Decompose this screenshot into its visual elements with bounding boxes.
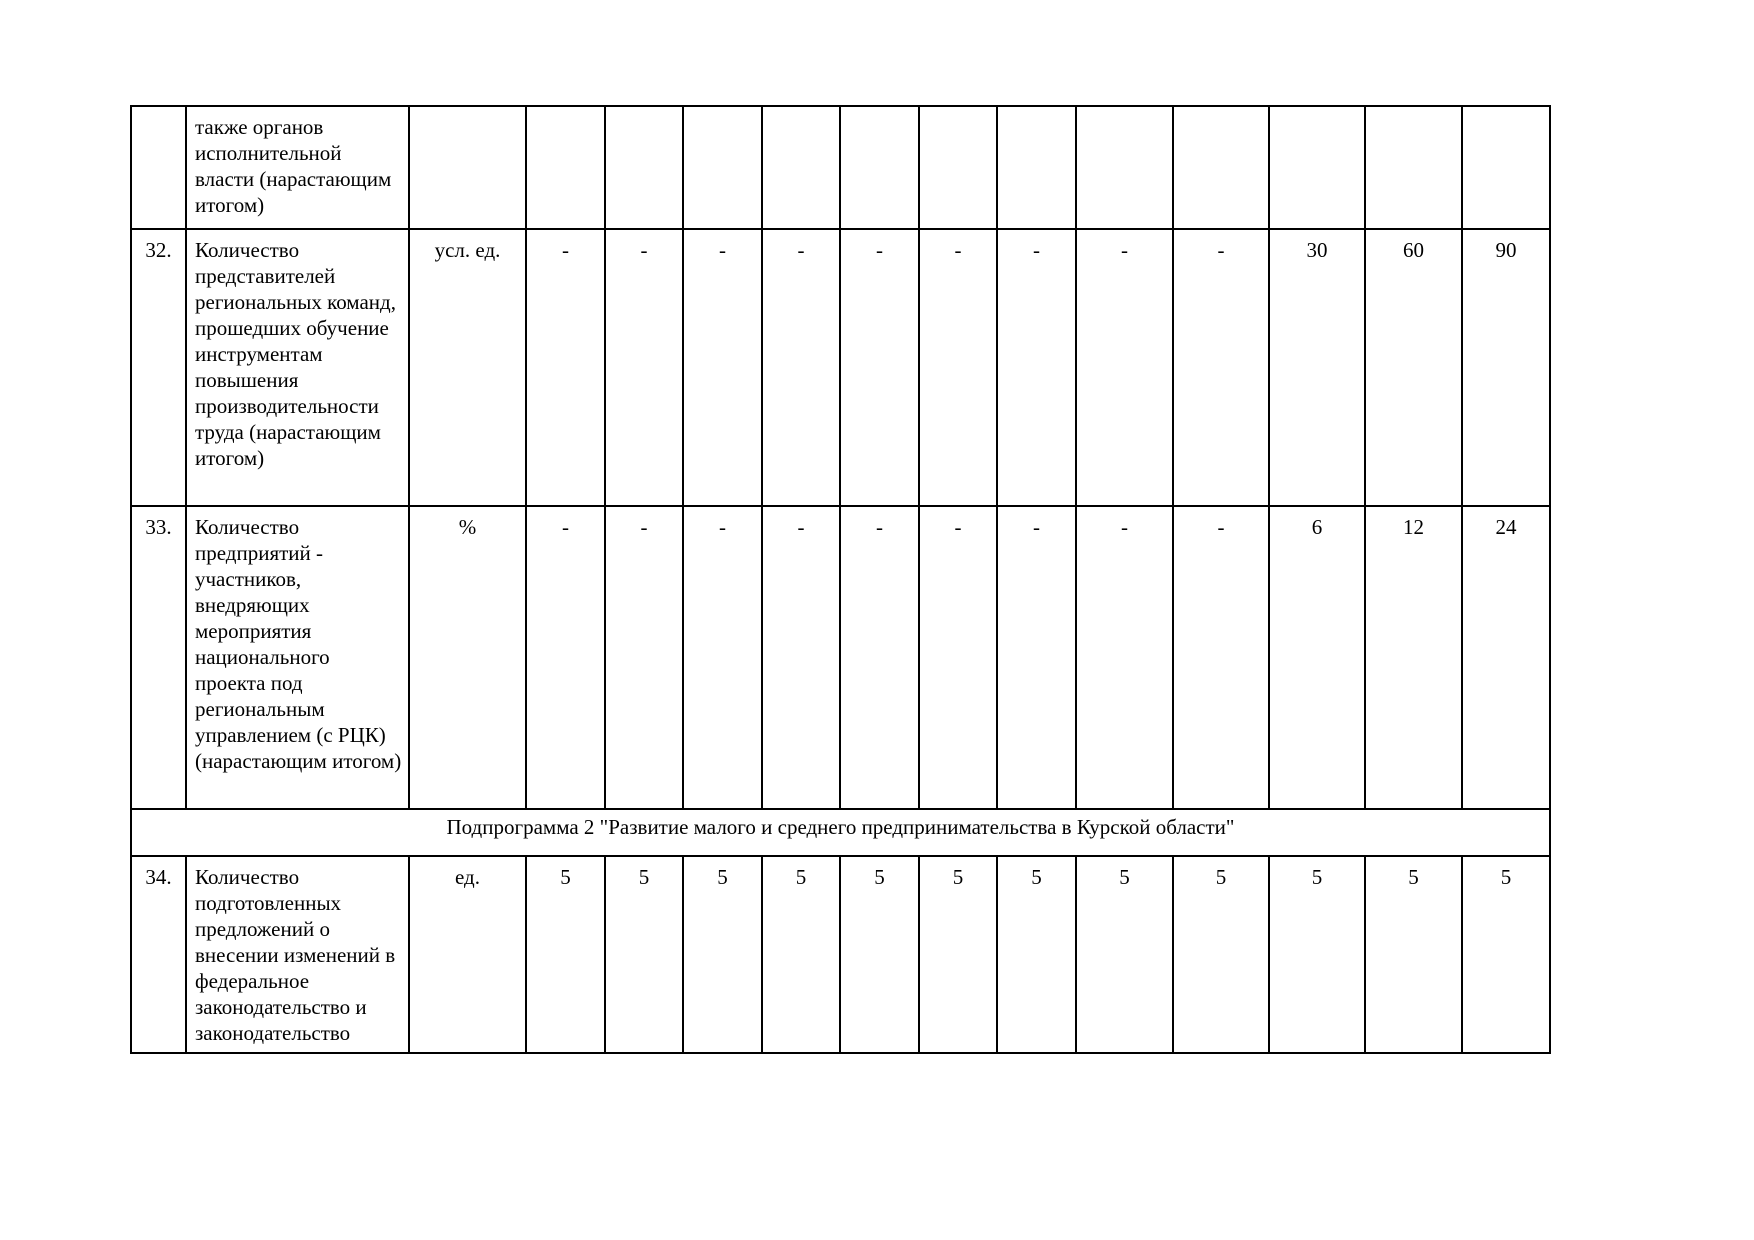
unit-cell: % xyxy=(409,506,526,809)
value-cell: - xyxy=(997,229,1076,506)
value-cell: - xyxy=(919,229,997,506)
value-cell: - xyxy=(1076,229,1173,506)
value-cell: - xyxy=(605,229,683,506)
value-cell: - xyxy=(919,506,997,809)
value-cell: - xyxy=(1076,506,1173,809)
value-cell: - xyxy=(526,506,605,809)
value-cell xyxy=(526,106,605,229)
value-cell: 5 xyxy=(997,856,1076,1053)
value-cell: - xyxy=(1173,229,1269,506)
value-cell: - xyxy=(762,506,840,809)
value-cell: 5 xyxy=(605,856,683,1053)
value-cell xyxy=(997,106,1076,229)
value-cell: 5 xyxy=(762,856,840,1053)
indicator-name: также органов исполнительной власти (нарастающим итогом) xyxy=(186,106,409,229)
value-cell xyxy=(762,106,840,229)
value-cell: - xyxy=(840,506,919,809)
value-cell: - xyxy=(1173,506,1269,809)
value-cell: 5 xyxy=(526,856,605,1053)
value-cell: 90 xyxy=(1462,229,1550,506)
table-row-34 xyxy=(131,856,1550,1053)
indicator-name: Количество подготовленных предложений о внесении изменений в федеральное законодательство и законодательство xyxy=(186,856,409,1053)
value-cell: 24 xyxy=(1462,506,1550,809)
value-cell: - xyxy=(683,229,762,506)
value-cell: 6 xyxy=(1269,506,1365,809)
indicator-name: Количество представителей региональных команд, прошедших обучение инструментам повышения производительности труда (нарастающим итогом) xyxy=(186,229,409,506)
indicators-table xyxy=(130,105,1551,1054)
value-cell xyxy=(1462,106,1550,229)
value-cell: - xyxy=(683,506,762,809)
value-cell: 5 xyxy=(1076,856,1173,1053)
value-cell: 5 xyxy=(683,856,762,1053)
value-cell xyxy=(840,106,919,229)
indicator-name: Количество предприятий - участников, внедряющих мероприятия национального проекта под региональным управлением (с РЦК) (нарастающим итогом) xyxy=(186,506,409,809)
value-cell: 5 xyxy=(919,856,997,1053)
value-cell xyxy=(1076,106,1173,229)
value-cell: - xyxy=(605,506,683,809)
value-cell: 5 xyxy=(1462,856,1550,1053)
table-row-32 xyxy=(131,229,1550,506)
value-cell: - xyxy=(526,229,605,506)
value-cell: 5 xyxy=(1173,856,1269,1053)
unit-cell: усл. ед. xyxy=(409,229,526,506)
value-cell: 60 xyxy=(1365,229,1462,506)
table-row-33 xyxy=(131,506,1550,809)
value-cell: 5 xyxy=(1269,856,1365,1053)
unit-cell xyxy=(409,106,526,229)
value-cell: - xyxy=(762,229,840,506)
value-cell: 5 xyxy=(1365,856,1462,1053)
section-title: Подпрограмма 2 "Развитие малого и среднего предпринимательства в Курской области" xyxy=(131,809,1550,856)
section-header-row xyxy=(131,809,1550,856)
value-cell xyxy=(919,106,997,229)
value-cell xyxy=(683,106,762,229)
value-cell xyxy=(1365,106,1462,229)
value-cell: 5 xyxy=(840,856,919,1053)
row-number-cell: 32. xyxy=(131,229,186,506)
value-cell: - xyxy=(997,506,1076,809)
row-number-cell xyxy=(131,106,186,229)
value-cell xyxy=(1173,106,1269,229)
value-cell: 12 xyxy=(1365,506,1462,809)
value-cell xyxy=(1269,106,1365,229)
value-cell xyxy=(605,106,683,229)
unit-cell: ед. xyxy=(409,856,526,1053)
row-number-cell: 34. xyxy=(131,856,186,1053)
value-cell: 30 xyxy=(1269,229,1365,506)
table-row-continuation xyxy=(131,106,1550,229)
value-cell: - xyxy=(840,229,919,506)
row-number-cell: 33. xyxy=(131,506,186,809)
